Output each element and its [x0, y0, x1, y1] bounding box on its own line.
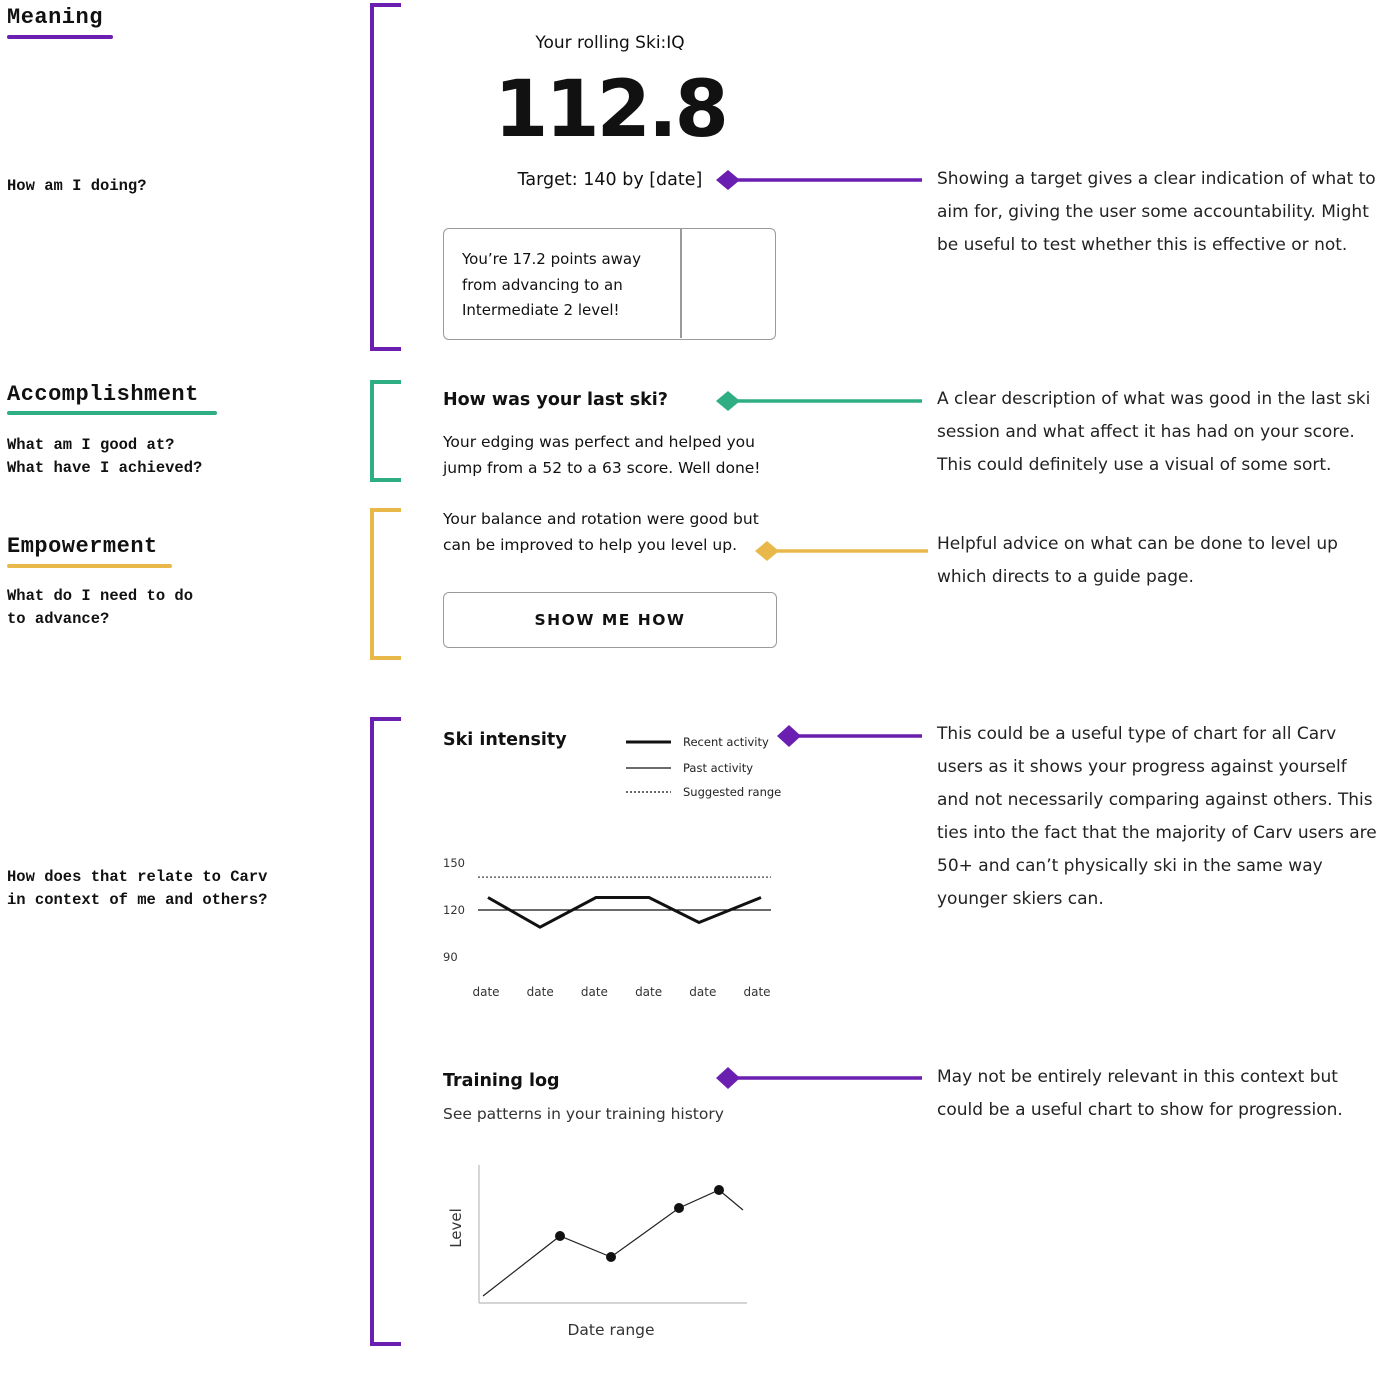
last-ski-note: A clear description of what was good in the last ski session and what affect it has had on your score. This could definitely use a visual of some sort. [937, 389, 1371, 475]
progress-card-divider [680, 229, 682, 338]
intensity-note: This could be a useful type of chart for all Carv users as it shows your progress against yourself and not necessarily comparing against others. This ties into the fact that the majority of Carv users are 50+ and can’t physically ski in the same way younger skiers can. [937, 724, 1377, 909]
last-ski-heading: How was your last ski? [443, 390, 668, 410]
last-ski-connector-diamond [716, 391, 740, 411]
training-chart-subtitle: See patterns in your training history [443, 1105, 724, 1123]
meaning-question: How am I doing? [7, 177, 147, 195]
score-value: 112.8 [494, 65, 726, 155]
meaning-bracket [372, 5, 401, 349]
training-point [606, 1252, 616, 1262]
accomplishment-underline [7, 411, 217, 415]
advice-text: Your balance and rotation were good but can be improved to help you level up. [443, 510, 759, 554]
accomplishment-question: What am I good at? What have I achieved? [7, 436, 203, 477]
legend-recent-label: Recent activity [683, 735, 769, 749]
advice-note: Helpful advice on what can be done to level up which directs to a guide page. [937, 534, 1338, 587]
advice-connector-diamond [755, 541, 779, 561]
training-point [674, 1203, 684, 1213]
intensity-x-tick: date [472, 985, 500, 999]
training-chart [440, 1160, 760, 1350]
empowerment-underline [7, 564, 172, 568]
score-target: Target: 140 by [date] [517, 170, 703, 190]
target-connector-diamond [716, 170, 740, 190]
training-note: May not be entirely relevant in this context but could be a useful chart to show for progression. [937, 1067, 1343, 1120]
context-bracket [372, 719, 401, 1344]
training-chart-title: Training log [443, 1071, 560, 1091]
intensity-x-tick: date [743, 985, 771, 999]
intensity-x-tick: date [526, 985, 554, 999]
training-x-label: Date range [567, 1321, 655, 1339]
intensity-y-tick: 120 [443, 903, 465, 917]
legend-past-label: Past activity [683, 761, 754, 775]
score-label: Your rolling Ski:IQ [535, 33, 685, 53]
intensity-x-tick: date [635, 985, 663, 999]
accomplishment-heading: Accomplishment [7, 382, 199, 407]
section-brackets [360, 0, 410, 1376]
training-connector-diamond [716, 1067, 740, 1089]
training-point [714, 1185, 724, 1195]
meaning-underline [7, 35, 113, 39]
last-ski-text: Your edging was perfect and helped you jump from a 52 to a 63 score. Well done! [443, 433, 761, 477]
training-y-label: Level [447, 1208, 465, 1248]
context-question: How does that relate to Carv in context of me and others? [7, 868, 268, 909]
show-me-how-button[interactable]: SHOW ME HOW [443, 592, 777, 648]
intensity-x-tick: date [580, 985, 608, 999]
empowerment-bracket [372, 510, 401, 658]
legend-suggested-label: Suggested range [683, 785, 782, 799]
intensity-x-tick: date [689, 985, 717, 999]
intensity-recent-line [488, 898, 761, 928]
empowerment-heading: Empowerment [7, 534, 158, 559]
intensity-y-tick: 150 [443, 856, 465, 870]
target-note: Showing a target gives a clear indication of what to aim for, giving the user some accountability. Might be useful to test whether this is effective or not. [937, 169, 1376, 255]
progress-text: You’re 17.2 points away from advancing to an Intermediate 2 level! [462, 250, 641, 319]
training-line [483, 1190, 743, 1296]
training-point [555, 1231, 565, 1241]
empowerment-question: What do I need to do to advance? [7, 587, 194, 628]
meaning-heading: Meaning [7, 5, 103, 30]
intensity-y-tick: 90 [443, 950, 458, 964]
accomplishment-bracket [372, 382, 401, 480]
intensity-chart [430, 725, 800, 1015]
intensity-chart-title: Ski intensity [443, 730, 567, 750]
